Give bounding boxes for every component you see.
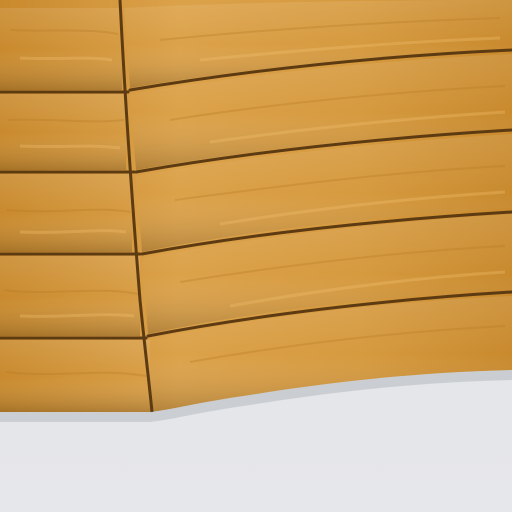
- left-slat: [0, 94, 126, 170]
- right-slats: [124, 0, 512, 412]
- left-slat: [0, 256, 140, 336]
- left-slat: [0, 174, 132, 252]
- left-slat: [0, 340, 150, 412]
- left-slat: [0, 8, 122, 90]
